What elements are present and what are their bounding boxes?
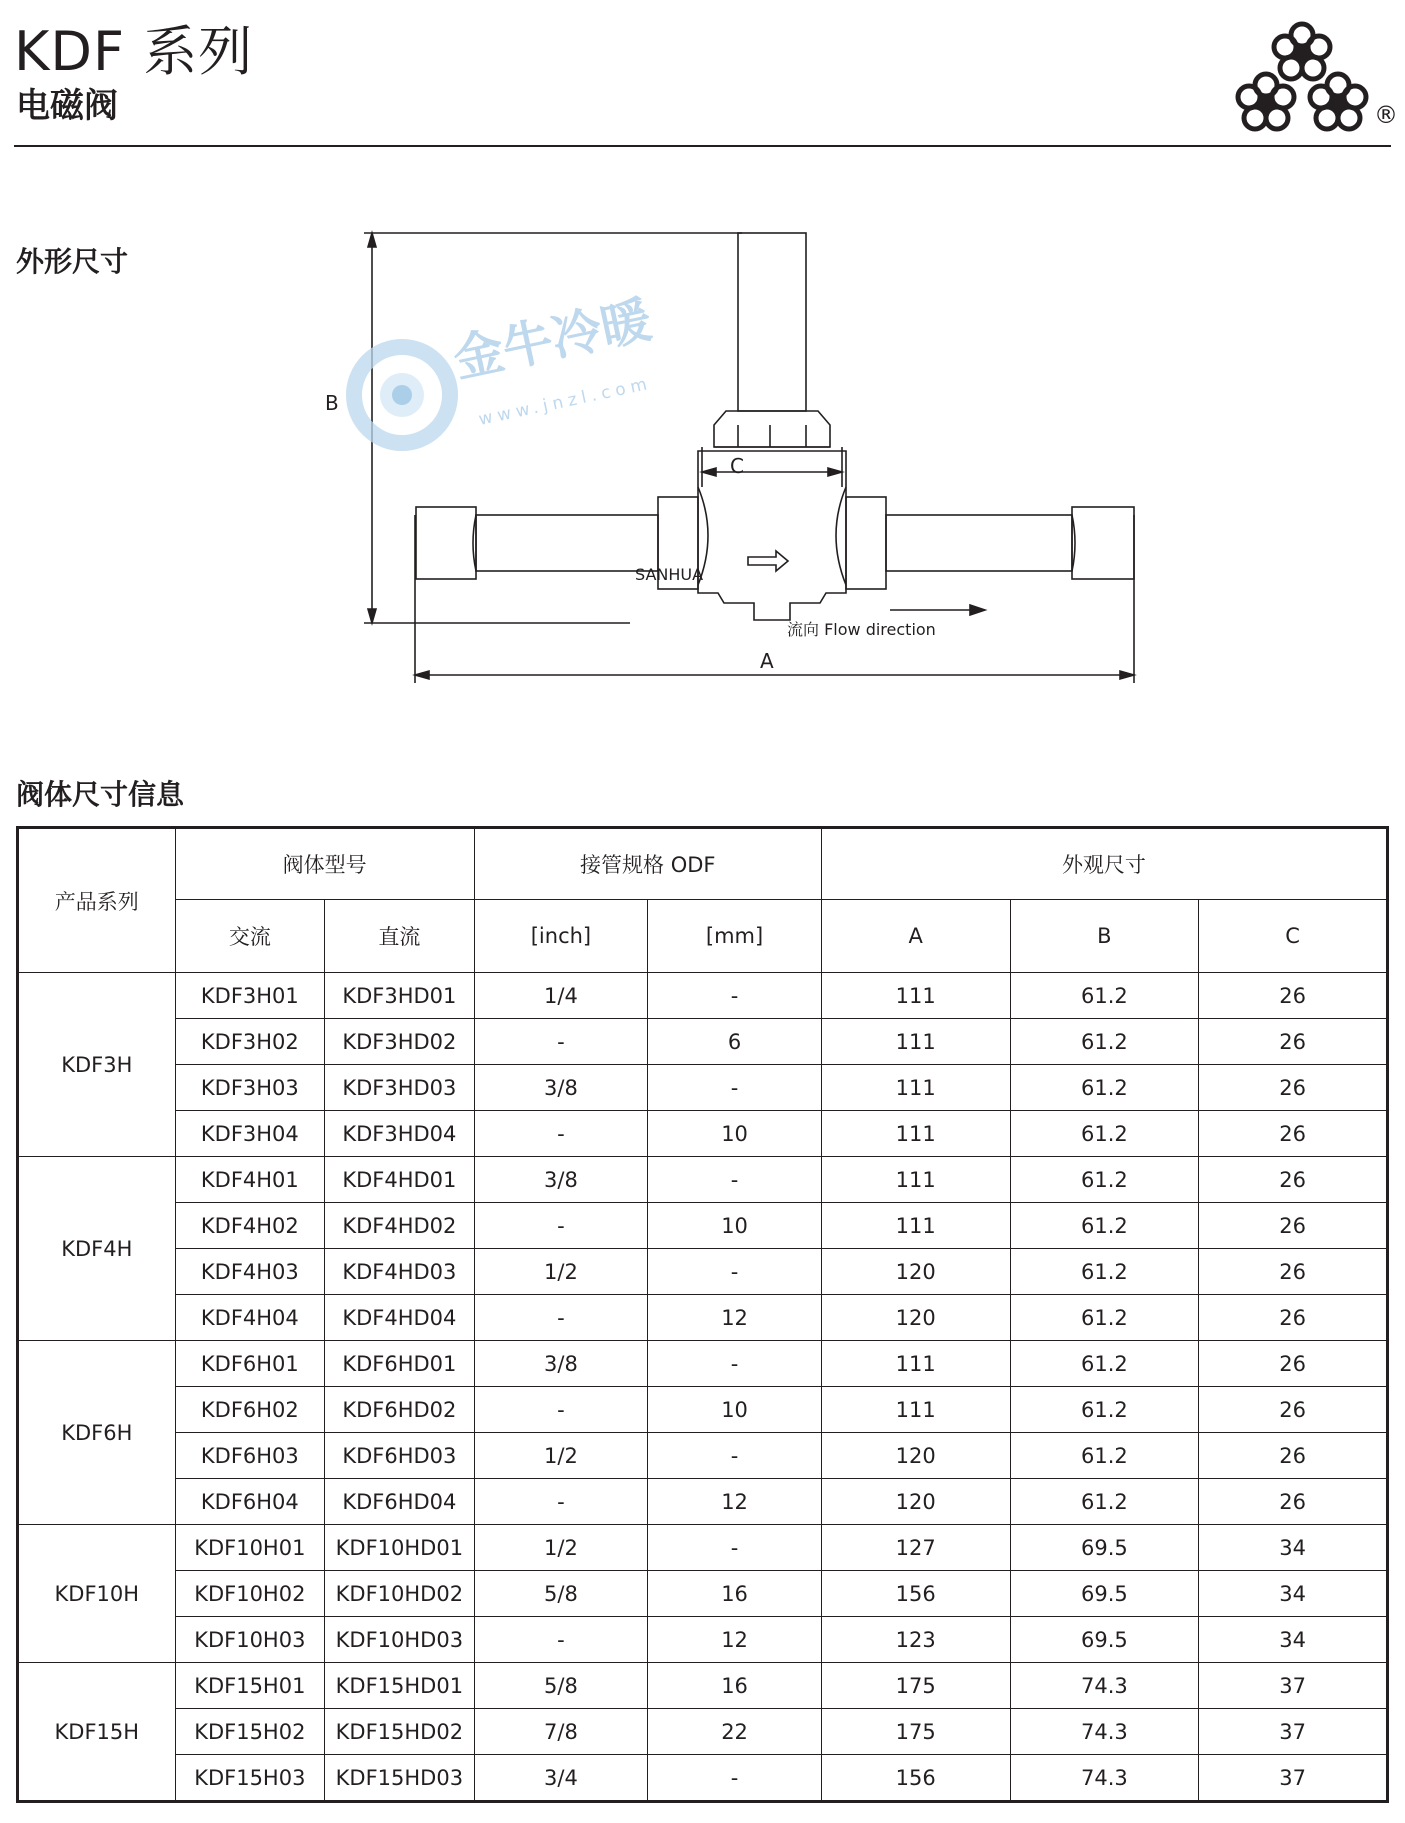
ac-model-cell: KDF15H03 <box>175 1755 325 1802</box>
inch-cell: - <box>474 1617 648 1663</box>
dim-b-cell: 61.2 <box>1010 1065 1199 1111</box>
ac-model-cell: KDF3H01 <box>175 973 325 1019</box>
dim-c-cell: 26 <box>1199 1479 1388 1525</box>
series-cell: KDF10H <box>18 1525 176 1663</box>
mm-cell: 16 <box>648 1663 822 1709</box>
dc-model-cell: KDF3HD04 <box>325 1111 475 1157</box>
dim-b-label: B <box>325 391 339 415</box>
inch-cell: - <box>474 1111 648 1157</box>
dim-b-cell: 61.2 <box>1010 1249 1199 1295</box>
dim-c-cell: 26 <box>1199 973 1388 1019</box>
mm-cell: - <box>648 1065 822 1111</box>
inch-cell: - <box>474 1203 648 1249</box>
table-row <box>18 1341 1388 1387</box>
dc-model-cell: KDF6HD01 <box>325 1341 475 1387</box>
table-row <box>18 1249 1388 1295</box>
table-row <box>18 1157 1388 1203</box>
mm-cell: 12 <box>648 1479 822 1525</box>
dc-model-cell: KDF15HD01 <box>325 1663 475 1709</box>
table-row <box>18 1019 1388 1065</box>
mm-cell: 10 <box>648 1203 822 1249</box>
table-row <box>18 1571 1388 1617</box>
inch-cell: - <box>474 1479 648 1525</box>
flow-direction-label: 流向 Flow direction <box>787 620 936 639</box>
inch-cell: 3/8 <box>474 1157 648 1203</box>
header-ac: 交流 <box>175 900 325 973</box>
dim-a-cell: 123 <box>821 1617 1010 1663</box>
inch-cell: 1/2 <box>474 1249 648 1295</box>
mm-cell: 10 <box>648 1387 822 1433</box>
inch-cell: 3/8 <box>474 1341 648 1387</box>
ac-model-cell: KDF4H03 <box>175 1249 325 1295</box>
dc-model-cell: KDF6HD03 <box>325 1433 475 1479</box>
dim-c-label: C <box>730 454 744 478</box>
watermark-text: 金牛冷暖 <box>448 290 657 389</box>
dim-c-cell: 26 <box>1199 1387 1388 1433</box>
dim-c-cell: 26 <box>1199 1065 1388 1111</box>
dim-b-cell: 69.5 <box>1010 1525 1199 1571</box>
ac-model-cell: KDF6H03 <box>175 1433 325 1479</box>
series-cell: KDF15H <box>18 1663 176 1802</box>
dimensions-heading: 外形尺寸 <box>16 245 129 278</box>
dim-a-cell: 120 <box>821 1479 1010 1525</box>
series-cell: KDF6H <box>18 1341 176 1525</box>
dim-a-cell: 111 <box>821 1157 1010 1203</box>
table-row <box>18 1525 1388 1571</box>
header-model: 阀体型号 <box>175 828 474 900</box>
mm-cell: - <box>648 973 822 1019</box>
dim-c-cell: 37 <box>1199 1663 1388 1709</box>
header-mm: [mm] <box>648 900 822 973</box>
mm-cell: - <box>648 1341 822 1387</box>
series-cell: KDF4H <box>18 1157 176 1341</box>
header-c: C <box>1199 900 1388 973</box>
dim-a-cell: 120 <box>821 1433 1010 1479</box>
header-odf: 接管规格 ODF <box>474 828 821 900</box>
dim-c-cell: 26 <box>1199 1111 1388 1157</box>
mm-cell: 22 <box>648 1709 822 1755</box>
dc-model-cell: KDF15HD02 <box>325 1709 475 1755</box>
dim-a-cell: 120 <box>821 1249 1010 1295</box>
ac-model-cell: KDF3H03 <box>175 1065 325 1111</box>
dim-c-cell: 26 <box>1199 1295 1388 1341</box>
valve-dimension-table <box>16 826 1389 1803</box>
dim-a-label: A <box>760 649 774 673</box>
ac-model-cell: KDF10H02 <box>175 1571 325 1617</box>
dim-c-cell: 26 <box>1199 1203 1388 1249</box>
dim-b-cell: 69.5 <box>1010 1617 1199 1663</box>
dim-b-cell: 61.2 <box>1010 1295 1199 1341</box>
dim-a-cell: 120 <box>821 1295 1010 1341</box>
dim-b-cell: 61.2 <box>1010 1387 1199 1433</box>
table-row <box>18 1755 1388 1802</box>
dim-a-cell: 175 <box>821 1663 1010 1709</box>
table-row <box>18 1065 1388 1111</box>
mm-cell: 6 <box>648 1019 822 1065</box>
header-dc: 直流 <box>325 900 475 973</box>
ac-model-cell: KDF4H04 <box>175 1295 325 1341</box>
watermark <box>340 285 720 465</box>
dim-c-cell: 34 <box>1199 1571 1388 1617</box>
dim-a-cell: 127 <box>821 1525 1010 1571</box>
dc-model-cell: KDF10HD01 <box>325 1525 475 1571</box>
dim-b-cell: 61.2 <box>1010 1157 1199 1203</box>
page-title: KDF 系列 <box>14 20 254 83</box>
dim-b-cell: 61.2 <box>1010 1019 1199 1065</box>
table-row <box>18 1617 1388 1663</box>
ac-model-cell: KDF4H02 <box>175 1203 325 1249</box>
header-inch: [inch] <box>474 900 648 973</box>
inch-cell: 1/4 <box>474 973 648 1019</box>
dc-model-cell: KDF3HD03 <box>325 1065 475 1111</box>
table-row <box>18 1433 1388 1479</box>
inch-cell: 1/2 <box>474 1525 648 1571</box>
mm-cell: 12 <box>648 1617 822 1663</box>
header-series: 产品系列 <box>18 828 176 973</box>
header-outline: 外观尺寸 <box>821 828 1387 900</box>
header-b: B <box>1010 900 1199 973</box>
watermark-url: www.jnzl.com <box>476 373 654 430</box>
inch-cell: - <box>474 1387 648 1433</box>
ac-model-cell: KDF3H04 <box>175 1111 325 1157</box>
dim-c-cell: 37 <box>1199 1755 1388 1802</box>
dim-b-cell: 61.2 <box>1010 1203 1199 1249</box>
dc-model-cell: KDF3HD01 <box>325 973 475 1019</box>
table-row <box>18 973 1388 1019</box>
inch-cell: 3/8 <box>474 1065 648 1111</box>
ac-model-cell: KDF6H01 <box>175 1341 325 1387</box>
dim-b-cell: 61.2 <box>1010 973 1199 1019</box>
dc-model-cell: KDF4HD01 <box>325 1157 475 1203</box>
page-subtitle: 电磁阀 <box>16 86 118 126</box>
dim-a-cell: 156 <box>821 1755 1010 1802</box>
dim-c-cell: 34 <box>1199 1617 1388 1663</box>
dim-c-cell: 26 <box>1199 1157 1388 1203</box>
ac-model-cell: KDF10H03 <box>175 1617 325 1663</box>
mm-cell: - <box>648 1755 822 1802</box>
inch-cell: 5/8 <box>474 1663 648 1709</box>
dim-a-cell: 111 <box>821 1387 1010 1433</box>
dim-c-cell: 37 <box>1199 1709 1388 1755</box>
dc-model-cell: KDF3HD02 <box>325 1019 475 1065</box>
dim-b-cell: 61.2 <box>1010 1341 1199 1387</box>
dim-a-cell: 111 <box>821 973 1010 1019</box>
series-cell: KDF3H <box>18 973 176 1157</box>
dc-model-cell: KDF4HD04 <box>325 1295 475 1341</box>
header-a: A <box>821 900 1010 973</box>
table-row <box>18 1203 1388 1249</box>
dim-a-cell: 111 <box>821 1019 1010 1065</box>
dc-model-cell: KDF15HD03 <box>325 1755 475 1802</box>
dim-c-cell: 26 <box>1199 1249 1388 1295</box>
inch-cell: 3/4 <box>474 1755 648 1802</box>
dim-c-cell: 26 <box>1199 1433 1388 1479</box>
inch-cell: 7/8 <box>474 1709 648 1755</box>
mm-cell: - <box>648 1157 822 1203</box>
dim-b-cell: 61.2 <box>1010 1479 1199 1525</box>
dc-model-cell: KDF10HD03 <box>325 1617 475 1663</box>
dim-b-cell: 69.5 <box>1010 1571 1199 1617</box>
table-heading: 阀体尺寸信息 <box>16 778 185 811</box>
dim-a-cell: 175 <box>821 1709 1010 1755</box>
inch-cell: - <box>474 1295 648 1341</box>
mm-cell: 10 <box>648 1111 822 1157</box>
ac-model-cell: KDF15H02 <box>175 1709 325 1755</box>
ac-model-cell: KDF3H02 <box>175 1019 325 1065</box>
dim-a-cell: 111 <box>821 1341 1010 1387</box>
mm-cell: - <box>648 1433 822 1479</box>
table-row <box>18 1663 1388 1709</box>
watermark-logo-icon <box>354 347 450 443</box>
ac-model-cell: KDF6H04 <box>175 1479 325 1525</box>
dim-c-cell: 26 <box>1199 1341 1388 1387</box>
dim-a-cell: 111 <box>821 1065 1010 1111</box>
table-row <box>18 1479 1388 1525</box>
sanhua-flower-logo <box>1218 15 1396 143</box>
dc-model-cell: KDF4HD02 <box>325 1203 475 1249</box>
ac-model-cell: KDF6H02 <box>175 1387 325 1433</box>
dim-a-cell: 111 <box>821 1111 1010 1157</box>
mm-cell: 16 <box>648 1571 822 1617</box>
dim-b-cell: 61.2 <box>1010 1433 1199 1479</box>
mm-cell: 12 <box>648 1295 822 1341</box>
dim-a-cell: 111 <box>821 1203 1010 1249</box>
dim-a-cell: 156 <box>821 1571 1010 1617</box>
dim-b-cell: 74.3 <box>1010 1709 1199 1755</box>
table-row <box>18 1709 1388 1755</box>
mm-cell: - <box>648 1249 822 1295</box>
inch-cell: 5/8 <box>474 1571 648 1617</box>
header-divider <box>14 145 1391 147</box>
dim-b-cell: 61.2 <box>1010 1111 1199 1157</box>
mm-cell: - <box>648 1525 822 1571</box>
dim-c-cell: 34 <box>1199 1525 1388 1571</box>
table-row <box>18 1111 1388 1157</box>
dc-model-cell: KDF6HD04 <box>325 1479 475 1525</box>
dim-b-cell: 74.3 <box>1010 1663 1199 1709</box>
dc-model-cell: KDF10HD02 <box>325 1571 475 1617</box>
registered-mark: ® <box>1374 101 1398 129</box>
dc-model-cell: KDF4HD03 <box>325 1249 475 1295</box>
brand-label: SANHUA <box>635 565 704 584</box>
table-row <box>18 1387 1388 1433</box>
inch-cell: 1/2 <box>474 1433 648 1479</box>
inch-cell: - <box>474 1019 648 1065</box>
ac-model-cell: KDF10H01 <box>175 1525 325 1571</box>
ac-model-cell: KDF15H01 <box>175 1663 325 1709</box>
dim-c-cell: 26 <box>1199 1019 1388 1065</box>
ac-model-cell: KDF4H01 <box>175 1157 325 1203</box>
table-row <box>18 1295 1388 1341</box>
dc-model-cell: KDF6HD02 <box>325 1387 475 1433</box>
dim-b-cell: 74.3 <box>1010 1755 1199 1802</box>
